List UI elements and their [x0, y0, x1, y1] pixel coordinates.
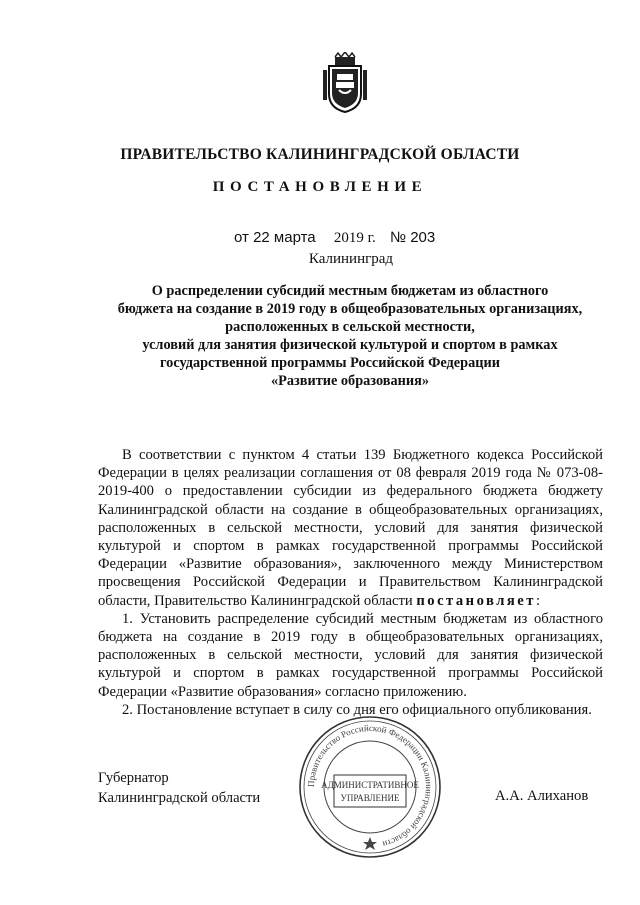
- position-line: Губернатор: [98, 770, 169, 786]
- official-seal-stamp: [296, 713, 444, 861]
- document-year: 2019 г.: [333, 230, 376, 246]
- date-prefix: от: [234, 229, 249, 246]
- signatory-position: [98, 768, 260, 808]
- item-2-paragraph: 2. Постановление вступает в силу со дня его официального опубликования.: [122, 701, 592, 718]
- document-body: [98, 446, 603, 719]
- seal-star-icon: [363, 837, 377, 850]
- city: Калининград: [308, 251, 394, 267]
- document-number: № 203: [389, 229, 436, 246]
- signatory-name: А.А. Алиханов: [495, 788, 589, 804]
- preamble-text: В соответствии с пунктом 4 статьи 139 Бюджетного кодекса Российской Федерации в целях реализации соглашения от 08 февраля 2019 года № 073-08-2019-400 о предоставлении субсидии из федерального бюджета бюджету Калининградской области на создание в общеобразовательных организациях, расположенных в сельской местности, условий для занятия физической культурой и спортом в рамках государственной программы Российской Федерации «Развитие образования», заключенного между Министерством просвещения Российской Федерации и Правительством Калининградской области, Правительство Калининградской области: [98, 447, 603, 609]
- decree-word: постановляет: [416, 592, 536, 609]
- organization-title: ПРАВИТЕЛЬСТВО КАЛИНИНГРАДСКОЙ ОБЛАСТИ: [120, 146, 520, 163]
- decree-colon: :: [535, 592, 541, 609]
- seal-ring-text: Правительство Российской Федерации Калининградской области: [305, 722, 435, 850]
- preamble-paragraph: [98, 446, 603, 610]
- title-line: О распределении субсидий местным бюджетам из областного: [151, 283, 549, 299]
- date-number-line: [234, 229, 435, 247]
- document-date: 22 марта: [253, 229, 316, 246]
- seal-inner-line: УПРАВЛЕНИЕ: [340, 793, 400, 803]
- title-line: «Развитие образования»: [271, 373, 429, 389]
- document-type: ПОСТАНОВЛЕНИЕ: [212, 179, 428, 195]
- title-line: государственной программы Российской Федерации: [160, 355, 500, 371]
- seal-inner-line: АДМИНИСТРАТИВНОЕ: [321, 780, 419, 790]
- position-line: Калининградской области: [98, 790, 261, 806]
- title-line: условий для занятия физической культурой и спортом в рамках: [142, 337, 558, 353]
- title-line: расположенных в сельской местности,: [225, 319, 475, 335]
- title-line: бюджета на создание в 2019 году в общеобразовательных организациях,: [117, 301, 583, 317]
- coat-of-arms-emblem: [321, 52, 369, 114]
- item-1-paragraph: 1. Установить распределение субсидий местным бюджетам из областного бюджета на создание в 2019 году в общеобразовательных организациях, расположенных в сельской местности, условий для занятия физической культурой и спортом в рамках государственной программы Российской Федерации «Развитие образования» согласно приложению.: [98, 610, 603, 700]
- document-title: [90, 282, 610, 390]
